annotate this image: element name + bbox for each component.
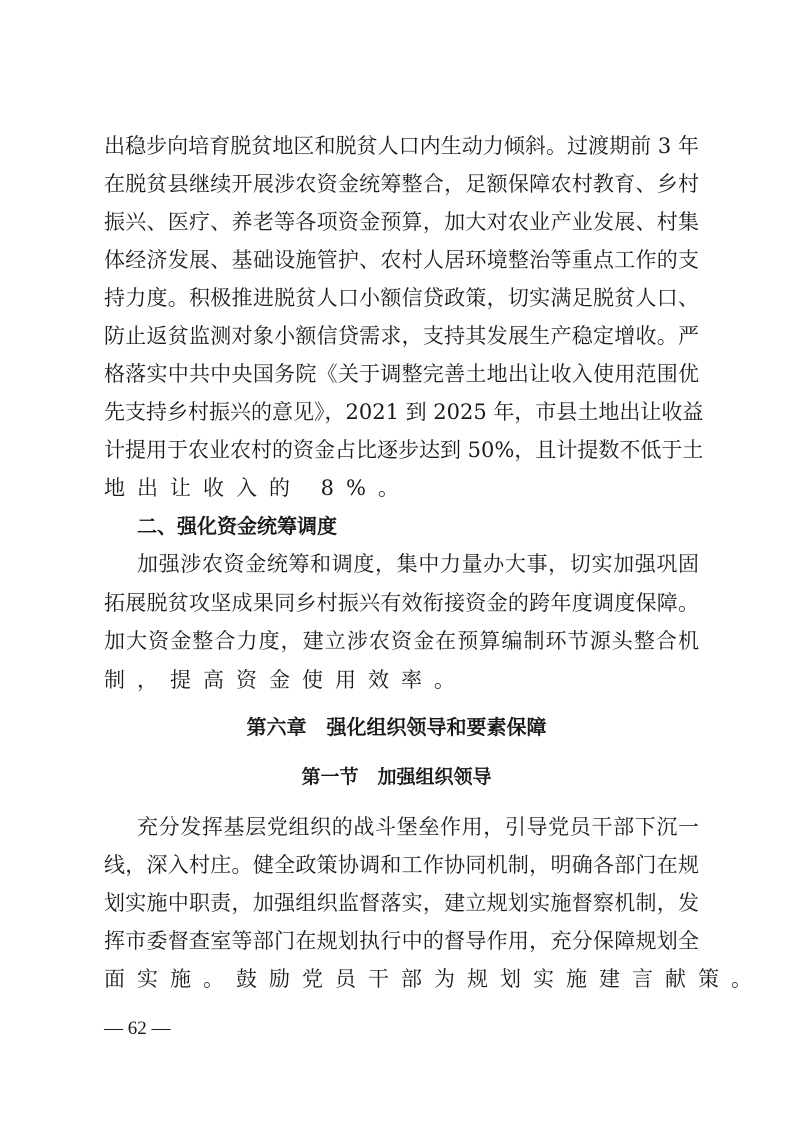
page-number: — 62 — [104, 1018, 171, 1039]
subsection-heading: 二、强化资金统筹调度 [137, 514, 337, 538]
text-line: 在脱贫县继续开展涉农资金统筹整合，足额保障农村教育、乡村 [104, 172, 699, 196]
text-line: 制，提高资金使用效率。 [104, 668, 467, 692]
text-line: 挥市委督查室等部门在规划执行中的督导作用，充分保障规划全 [104, 929, 699, 953]
text-line: 防止返贫监测对象小额信贷需求，支持其发展生产稳定增收。严 [104, 324, 699, 348]
section-title: 第一节 加强组织领导 [301, 766, 492, 788]
text-line: 加大资金整合力度，建立涉农资金在预算编制环节源头整合机 [104, 629, 699, 653]
text-line: 划实施中职责，加强组织监督落实，建立规划实施督察机制，发 [104, 891, 699, 915]
text-line: 振兴、医疗、养老等各项资金预算，加大对农业产业发展、村集 [104, 210, 699, 234]
text-line: 面实施。鼓励党员干部为规划实施建言献策。 [104, 967, 764, 991]
text-line-last: 地出让收入的 8%。 [104, 476, 411, 500]
text-line: 先支持乡村振兴的意见》，2021 到 2025 年，市县土地出让收益 [104, 400, 704, 424]
text-line: 充分发挥基层党组织的战斗堡垒作用，引导党员干部下沉一 [137, 815, 699, 839]
text-line: 拓展脱贫攻坚成果同乡村振兴有效衔接资金的跨年度调度保障。 [104, 591, 699, 615]
text-line: 体经济发展、基础设施管护、农村人居环境整治等重点工作的支 [104, 248, 699, 272]
text-line: 线，深入村庄。健全政策协调和工作协同机制，明确各部门在规 [104, 853, 699, 877]
text-line: 计提用于农业农村的资金占比逐步达到 50%，且计提数不低于土 [104, 438, 704, 462]
text-line: 格落实中共中央国务院《关于调整完善土地出让收入使用范围优 [104, 362, 699, 386]
text-line: 持力度。积极推进脱贫人口小额信贷政策，切实满足脱贫人口、 [104, 286, 699, 310]
chapter-title: 第六章 强化组织领导和要素保障 [246, 715, 547, 739]
text-line: 出稳步向培育脱贫地区和脱贫人口内生动力倾斜。过渡期前 3 年 [104, 134, 699, 158]
text-line: 加强涉农资金统筹和调度，集中力量办大事，切实加强巩固 [137, 552, 699, 576]
